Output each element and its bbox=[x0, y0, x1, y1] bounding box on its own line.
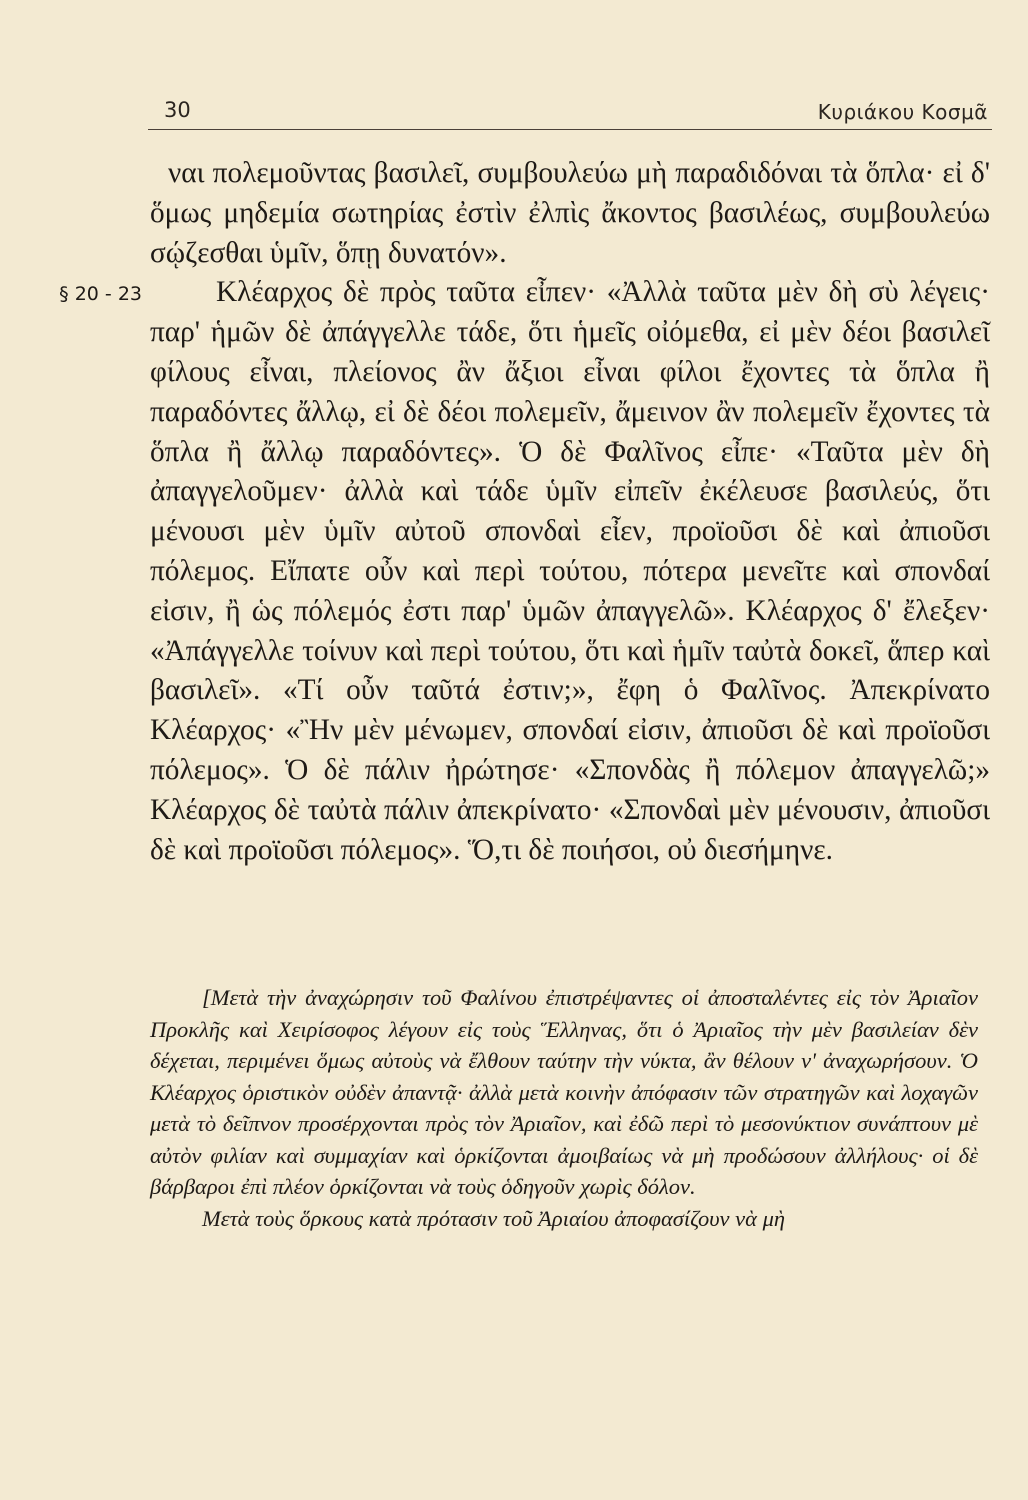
summary-paragraph-1: [Μετὰ τὴν ἀναχώρησιν τοῦ Φαλίνου ἐπιστρέψαντες οἱ ἀποσταλέντες εἰς τὸν Ἀριαῖον Προκλῆς καὶ Χειρίσοφος λέγουν εἰς τοὺς Ἕλληνας, ὅτι ὁ Ἀριαῖος τὴν μὲν βασιλείαν δὲν δέχεται, περιμένει ὅμως αὐτοὺς νὰ ἔλθουν ταύτην τὴν νύκτα, ἂν θέλουν ν' ἀναχωρήσουν. Ὁ Κλέαρχος ὁριστικὸν οὐδὲν ἀπαντᾷ· ἀλλὰ μετὰ κοινὴν ἀπόφασιν τῶν στρατηγῶν καὶ λοχαγῶν μετὰ τὸ δεῖπνον προσέρχονται πρὸς τὸν Ἀριαῖον, καὶ ἐδῶ περὶ τὸ μεσονύκτιον συνάπτουν μὲ αὐτὸν φιλίαν καὶ συμμαχίαν καὶ ὁρκίζονται ἀμοιβαίως νὰ μὴ προδώσουν ἀλλήλους· οἱ δὲ βάρβαροι ἐπὶ πλέον ὁρκίζονται νὰ τοὺς ὁδηγοῦν χωρὶς δόλον. bbox=[150, 985, 978, 1199]
page-number: 30 bbox=[164, 98, 191, 122]
page-header bbox=[156, 94, 988, 128]
section-paragraph bbox=[59, 273, 990, 870]
summary-note bbox=[150, 982, 978, 1234]
main-text bbox=[59, 154, 990, 870]
section-marker: § 20 - 23 bbox=[59, 283, 142, 306]
running-title: Κυριάκου Κοσμᾶ bbox=[817, 100, 988, 124]
header-rule bbox=[148, 129, 992, 130]
opening-paragraph: ναι πολεμοῦντας βασιλεῖ, συμβουλεύω μὴ παραδιδόναι τὰ ὅπλα· εἰ δ' ὅμως μηδεμία σωτηρίας ἐστὶν ἐλπὶς ἄκοντος βασιλέως, συμβουλεύω σῴζεσθαι ὑμῖν, ὅπῃ δυνατόν». bbox=[150, 157, 990, 269]
section-text: Κλέαρχος δὲ πρὸς ταῦτα εἶπεν· «Ἀλλὰ ταῦτα μὲν δὴ σὺ λέγεις· παρ' ἡμῶν δὲ ἀπάγγελλε τάδε, ὅτι ἡμεῖς οἰόμεθα, εἰ μὲν δέοι βασιλεῖ φίλους εἶναι, πλείονος ἂν ἄξιοι εἶναι φίλοι ἔχοντες τὰ ὅπλα ἢ παραδόντες ἄλλῳ, εἰ δὲ δέοι πολεμεῖν, ἄμεινον ἂν πολεμεῖν ἔχοντες τὰ ὅπλα ἢ ἄλλῳ παραδόντες». Ὁ δὲ Φαλῖνος εἶπε· «Ταῦτα μὲν δὴ ἀπαγγελοῦμεν· ἀλλὰ καὶ τάδε ὑμῖν εἰπεῖν ἐκέλευσε βασιλεύς, ὅτι μένουσι μὲν ὑμῖν αὐτοῦ σπονδαὶ εἶεν, προϊοῦσι δὲ καὶ ἀπιοῦσι πόλεμος. Εἴπατε οὖν καὶ περὶ τούτου, πότερα μενεῖτε καὶ σπονδαί εἰσιν, ἢ ὡς πόλεμός ἐστι παρ' ὑμῶν ἀπαγγελῶ». Κλέαρχος δ' ἔλεξεν· «Ἀπάγγελλε τοίνυν καὶ περὶ τούτου, ὅτι καὶ ἡμῖν ταὐτὰ δοκεῖ, ἅπερ καὶ βασιλεῖ». «Τί οὖν ταῦτά ἐστιν;», ἔφη ὁ Φαλῖνος. Ἀπεκρίνατο Κλέαρχος· «Ἢν μὲν μένωμεν, σπονδαί εἰσιν, ἀπιοῦσι δὲ καὶ προϊοῦσι πόλεμος». Ὁ δὲ πάλιν ἠρώτησε· «Σπονδὰς ἢ πόλεμον ἀπαγγελῶ;» Κλέαρχος δὲ ταὐτὰ πάλιν ἀπεκρίνατο· «Σπονδαὶ μὲν μένουσιν, ἀπιοῦσι δὲ καὶ προϊοῦσι πόλεμος». Ὅ,τι δὲ ποιήσοι, οὐ διεσήμηνε. bbox=[150, 276, 990, 866]
summary-paragraph-2: Μετὰ τοὺς ὅρκους κατὰ πρότασιν τοῦ Ἀριαίου ἀποφασίζουν νὰ μὴ bbox=[202, 1205, 786, 1231]
